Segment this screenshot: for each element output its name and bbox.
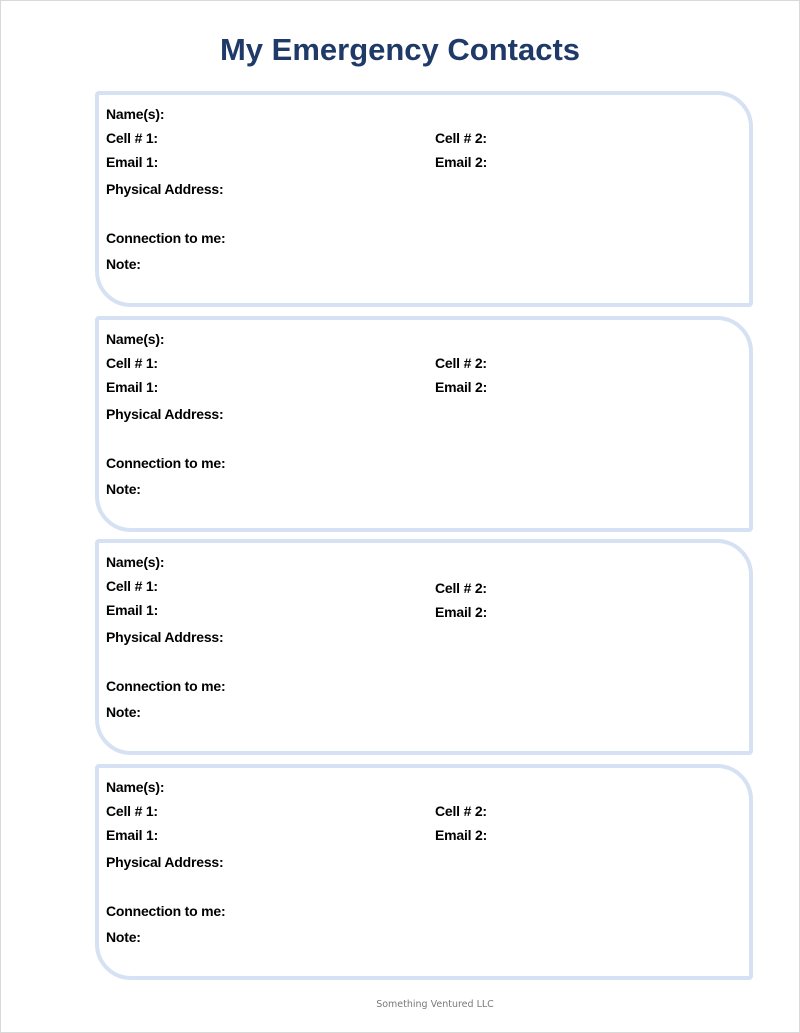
cell-1-label: Cell # 1: [106,803,158,819]
page-title: My Emergency Contacts [219,32,581,67]
connection-label: Connection to me: [106,903,226,919]
physical-address-label: Physical Address: [106,629,224,645]
cell-2-label: Cell # 2: [435,580,487,596]
email-2-label: Email 2: [435,604,488,620]
name-label: Name(s): [106,106,165,122]
physical-address-label: Physical Address: [106,406,224,422]
cell-2-label: Cell # 2: [435,130,487,146]
email-1-label: Email 1: [106,602,159,618]
footer-text: Something Ventured LLC [376,999,494,1010]
connection-label: Connection to me: [106,230,226,246]
name-label: Name(s): [106,779,165,795]
contact-card-1 [95,91,753,307]
connection-label: Connection to me: [106,678,226,694]
name-label: Name(s): [106,554,165,570]
cell-1-label: Cell # 1: [106,355,158,371]
email-1-label: Email 1: [106,379,159,395]
physical-address-label: Physical Address: [106,181,224,197]
contact-card-3 [95,539,753,755]
name-label: Name(s): [106,331,165,347]
note-label: Note: [106,256,141,272]
contact-card-4 [95,764,753,980]
email-2-label: Email 2: [435,827,488,843]
email-2-label: Email 2: [435,379,488,395]
email-2-label: Email 2: [435,154,488,170]
email-1-label: Email 1: [106,827,159,843]
note-label: Note: [106,481,141,497]
cell-1-label: Cell # 1: [106,578,158,594]
cell-2-label: Cell # 2: [435,355,487,371]
email-1-label: Email 1: [106,154,159,170]
connection-label: Connection to me: [106,455,226,471]
physical-address-label: Physical Address: [106,854,224,870]
cell-1-label: Cell # 1: [106,130,158,146]
note-label: Note: [106,704,141,720]
cell-2-label: Cell # 2: [435,803,487,819]
contact-card-2 [95,316,753,532]
note-label: Note: [106,929,141,945]
